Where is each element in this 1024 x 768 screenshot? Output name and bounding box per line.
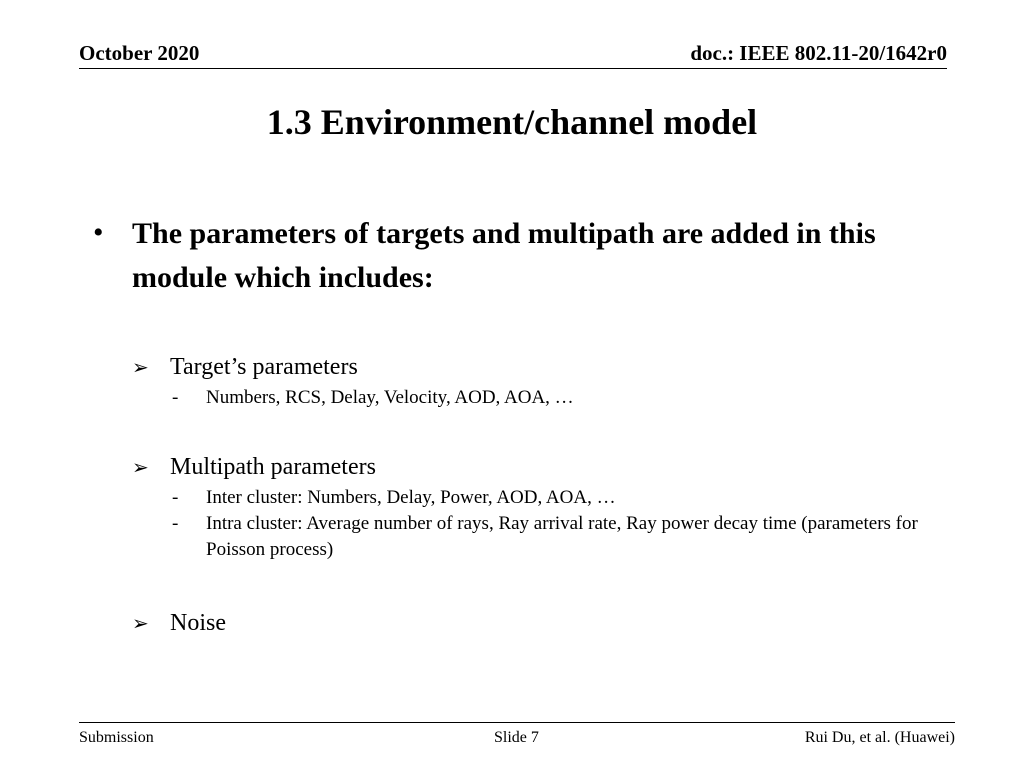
main-bullet-marker: • [93, 216, 104, 249]
sub-bullet-multipath [132, 452, 376, 483]
dash-marker: - [172, 487, 179, 508]
detail-item [172, 511, 936, 563]
detail-item [172, 385, 936, 411]
arrow-bullet-icon: ➢ [132, 613, 149, 635]
sub-bullet-targets [132, 352, 358, 383]
sub-bullet-noise [132, 608, 226, 639]
footer-submission: Submission [79, 729, 154, 746]
dash-marker: - [172, 387, 179, 408]
slide-title: 1.3 Environment/channel model [266, 102, 758, 142]
detail-text: Intra cluster: Average number of rays, Ray arrival rate, Ray power decay time (parameters for Poisson process) [206, 513, 918, 560]
sub-bullet-label: Target’s parameters [170, 354, 358, 380]
detail-item [172, 485, 936, 511]
detail-text: Inter cluster: Numbers, Delay, Power, AOD, AOA, … [206, 487, 616, 508]
footer-authors: Rui Du, et al. (Huawei) [804, 729, 955, 746]
footer-slide-number: Slide 7 [494, 729, 539, 746]
arrow-bullet-icon: ➢ [132, 457, 149, 479]
header-doc-id: doc.: IEEE 802.11-20/1642r0 [690, 41, 947, 65]
main-bullet-text: The parameters of targets and multipath are added in this module which includes: [132, 217, 876, 294]
header-date: October 2020 [79, 41, 200, 65]
sub-bullet-label: Noise [170, 610, 226, 636]
detail-text: Numbers, RCS, Delay, Velocity, AOD, AOA, … [206, 387, 574, 408]
arrow-bullet-icon: ➢ [132, 357, 149, 379]
sub-bullet-label: Multipath parameters [170, 454, 376, 480]
footer-divider [79, 722, 955, 723]
header-divider [79, 68, 947, 69]
dash-marker: - [172, 513, 179, 534]
